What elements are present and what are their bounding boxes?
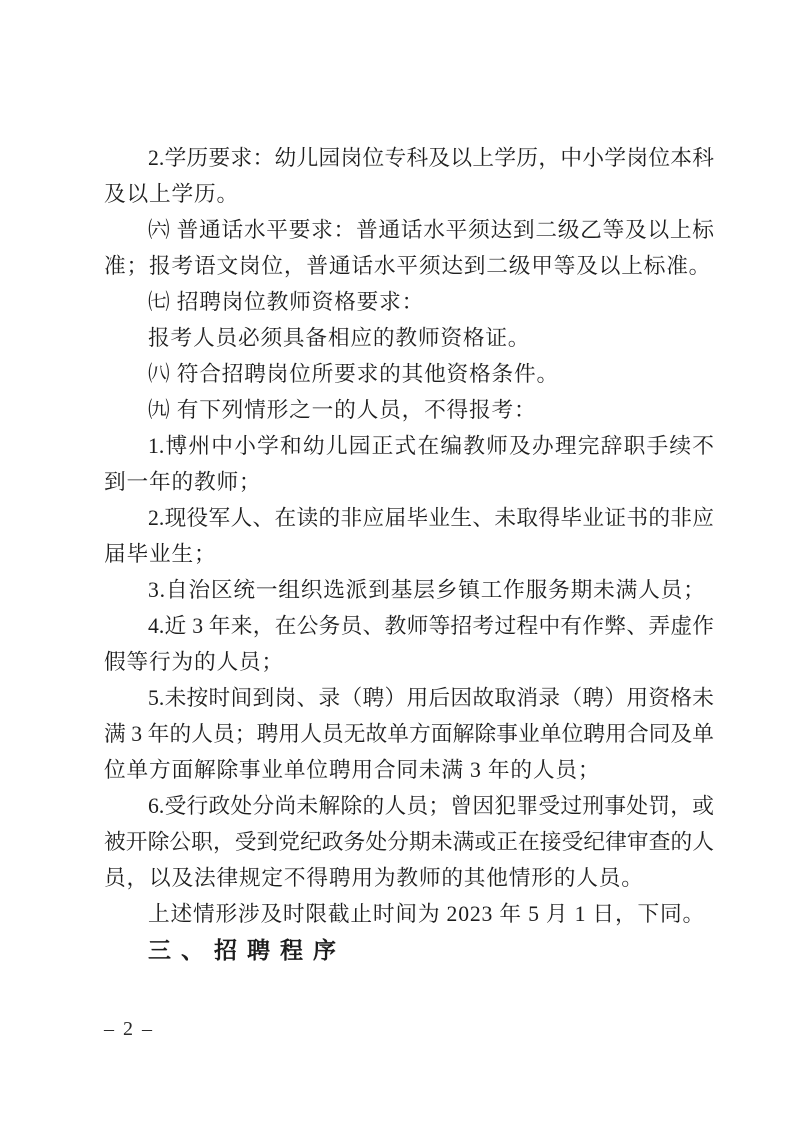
para-mandarin-requirement-line-1: ㈥ 普通话水平要求：普通话水平须达到二级乙等及以上标 xyxy=(148,218,714,242)
page-number: – 2 – xyxy=(104,1018,154,1040)
para-ineligible-item-6-line-1: 6.受行政处分尚未解除的人员；曾因犯罪受过刑事处罚，或 xyxy=(148,794,714,818)
para-teacher-certificate-requirement: ㈦ 招聘岗位教师资格要求： xyxy=(148,290,425,314)
para-ineligible-item-3: 3.自治区统一组织选派到基层乡镇工作服务期未满人员； xyxy=(148,578,706,602)
para-ineligible-item-5-line-1: 5.未按时间到岗、录（聘）用后因故取消录（聘）用资格未 xyxy=(148,686,714,710)
para-ineligible-item-5-line-2: 满 3 年的人员；聘用人员无故单方面解除事业单位聘用合同及单 xyxy=(104,722,714,746)
para-education-requirement-line-2: 及以上学历。 xyxy=(104,182,239,206)
para-teacher-certificate-detail: 报考人员必须具备相应的教师资格证。 xyxy=(148,326,531,350)
para-ineligible-intro: ㈨ 有下列情形之一的人员，不得报考： xyxy=(148,398,537,422)
para-ineligible-item-1-line-1: 1.博州中小学和幼儿园正式在编教师及办理完辞职手续不 xyxy=(148,434,714,458)
para-ineligible-item-5-line-3: 位单方面解除事业单位聘用合同未满 3 年的人员； xyxy=(104,758,601,782)
para-education-requirement-line-1: 2.学历要求：幼儿园岗位专科及以上学历，中小学岗位本科 xyxy=(148,146,714,170)
section-heading-recruitment-procedure: 三、招聘程序 xyxy=(148,937,346,963)
para-ineligible-item-6-line-3: 员，以及法律规定不得聘用为教师的其他情形的人员。 xyxy=(104,866,644,890)
para-ineligible-item-2-line-1: 2.现役军人、在读的非应届毕业生、未取得毕业证书的非应 xyxy=(148,506,714,530)
para-ineligible-item-2-line-2: 届毕业生； xyxy=(104,542,217,566)
para-mandarin-requirement-line-2: 准；报考语文岗位，普通话水平须达到二级甲等及以上标准。 xyxy=(104,254,712,278)
document-body xyxy=(104,140,714,968)
para-other-qualifications: ㈧ 符合招聘岗位所要求的其他资格条件。 xyxy=(148,362,559,386)
para-ineligible-item-4-line-1: 4.近 3 年来，在公务员、教师等招考过程中有作弊、弄虚作 xyxy=(148,614,714,638)
para-ineligible-item-1-line-2: 到一年的教师； xyxy=(104,470,262,494)
para-deadline-note: 上述情形涉及时限截止时间为 2023 年 5 月 1 日，下同。 xyxy=(148,902,705,926)
para-ineligible-item-4-line-2: 假等行为的人员； xyxy=(104,650,284,674)
para-ineligible-item-6-line-2: 被开除公职，受到党纪政务处分期未满或正在接受纪律审查的人 xyxy=(104,830,714,854)
